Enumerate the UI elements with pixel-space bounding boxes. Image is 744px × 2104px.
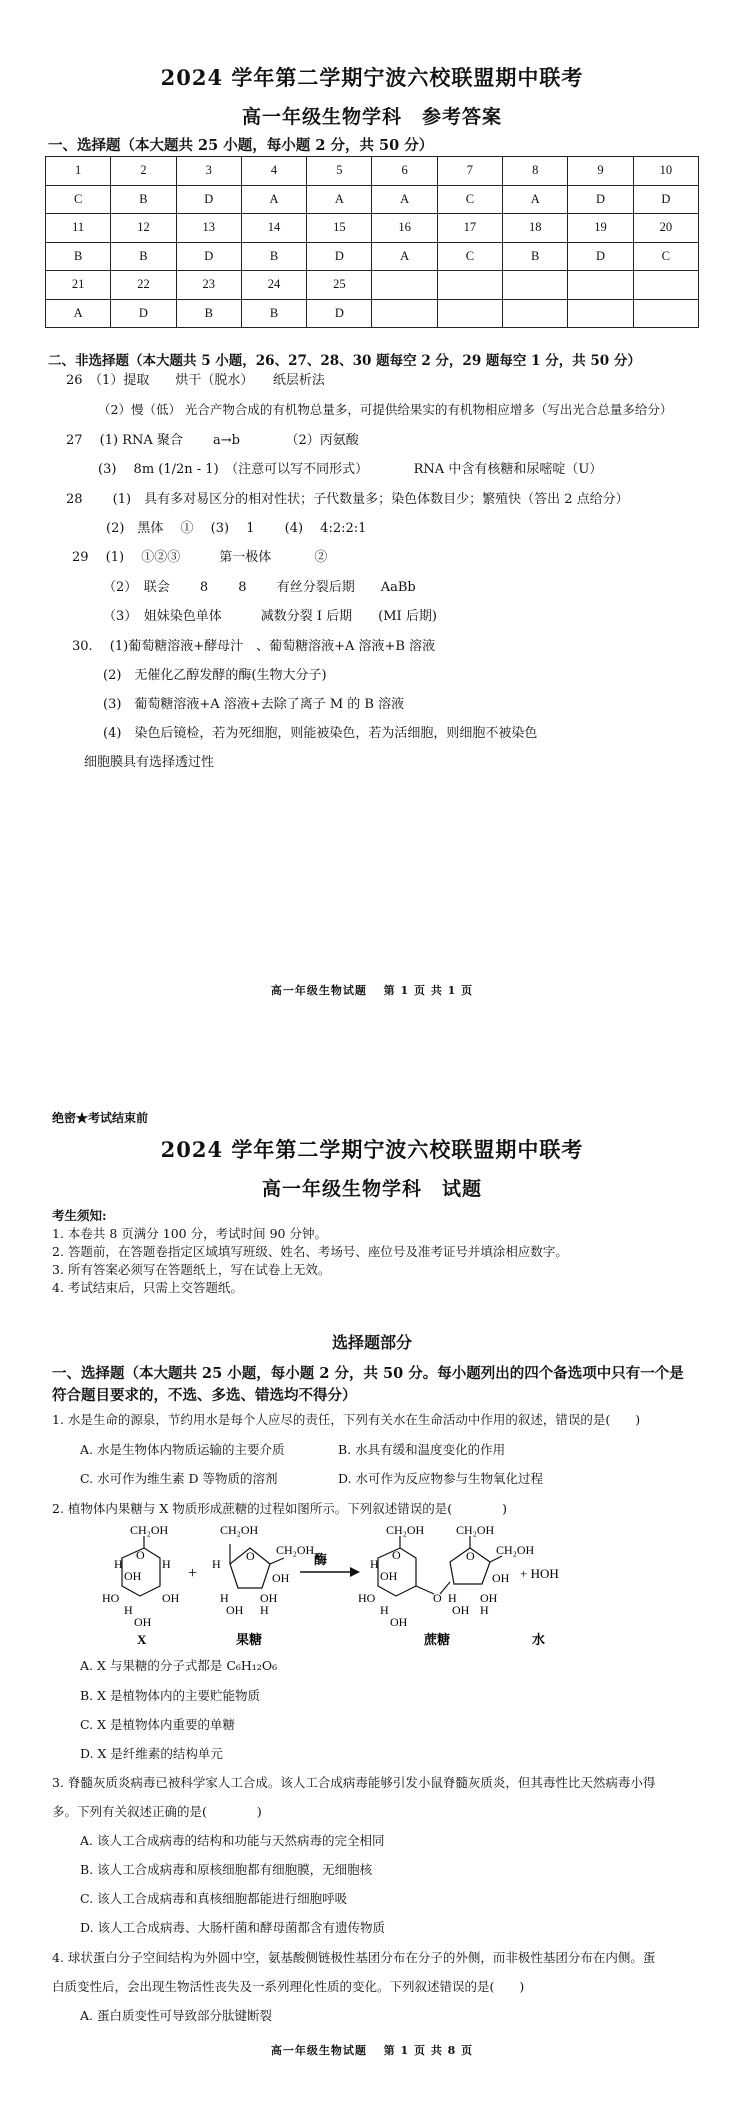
glucose-ring-structure — [122, 1536, 160, 1596]
plus-sign: + — [188, 1565, 198, 1582]
reaction-arrowhead — [350, 1567, 360, 1577]
answer-cell: B — [241, 299, 306, 328]
label-sucrose: 蔗糖 — [424, 1632, 451, 1647]
q1-stem: 1. 水是生命的源泉，节约用水是每个人应尽的责任，下列有关水在生命活动中作用的叙述，错误的是( ) — [52, 1412, 641, 1427]
fructose-ring-o: O — [246, 1549, 255, 1563]
q2-option-b: B. X 是植物体内的主要贮能物质 — [80, 1688, 261, 1703]
q2-option-d: D. X 是纤维素的结构单元 — [80, 1746, 223, 1761]
question-number-cell — [437, 271, 502, 300]
section-heading-nonchoice: 二、非选择题（本大题共 5 小题，26、27、28、30 题每空 2 分，29 题每空 1 分，共 50 分） — [48, 353, 641, 369]
q1-option-b: B. 水具有缓和温度变化的作用 — [338, 1442, 506, 1457]
answer-line-30-5: 细胞膜具有选择透过性 — [84, 755, 215, 770]
x-h2: H — [162, 1557, 171, 1571]
answer-cell: A — [372, 185, 437, 214]
answer-line-30-1: 30. (1)葡萄糖溶液+酵母汁 、葡萄糖溶液+A 溶液+B 溶液 — [72, 639, 436, 654]
answer-cell: D — [307, 242, 372, 271]
question-number-cell: 21 — [46, 271, 111, 300]
sucrose-oh4: OH — [452, 1603, 470, 1617]
page-title: 2024 学年第二学期宁波六校联盟期中联考 — [160, 1137, 584, 1162]
answer-line-29-2: （2） 联会 8 8 有丝分裂后期 AaBb — [103, 580, 416, 595]
q4-stem-line2: 白质变性后，会出现生物活性丧失及一系列理化性质的变化。下列叙述错误的是( ) — [52, 1979, 525, 1994]
q3-stem-line2: 多。下列有关叙述正确的是( ) — [52, 1804, 262, 1819]
answer-row — [46, 299, 699, 328]
q3-option-a: A. 该人工合成病毒的结构和功能与天然病毒的完全相同 — [80, 1833, 385, 1848]
x-h1: H — [114, 1557, 123, 1571]
sucrose-h1: H — [370, 1557, 379, 1571]
q4-stem-line1: 4. 球状蛋白分子空间结构为外圆中空，氨基酸侧链极性基团分布在分子的外侧，而非极性基团分布在内侧。蛋 — [52, 1950, 656, 1965]
fructose-h1: H — [212, 1557, 221, 1571]
answer-row — [46, 242, 699, 271]
question-number-cell: 20 — [633, 214, 698, 243]
answer-cell: D — [568, 185, 633, 214]
question-number-cell: 9 — [568, 157, 633, 186]
page-footer: 高一年级生物试题 第 1 页 共 8 页 — [270, 2044, 474, 2057]
question-number-cell — [503, 271, 568, 300]
exam-page — [0, 1100, 744, 2104]
q2-option-c: C. X 是植物体内重要的单糖 — [80, 1717, 235, 1732]
notice-4: 4. 考试结束后，只需上交答题纸。 — [52, 1280, 243, 1295]
answer-cell: B — [111, 185, 176, 214]
sucrose-ch2oh-2: CH₂OH — [456, 1523, 495, 1537]
sucrose-ch2oh-3: CH₂OH — [496, 1543, 535, 1557]
answer-cell — [633, 299, 698, 328]
x-oh2: OH — [162, 1591, 180, 1605]
q2-stem: 2. 植物体内果糖与 X 物质形成蔗糖的过程如图所示。下列叙述错误的是( ) — [52, 1501, 508, 1516]
sucrose-oh3: OH — [492, 1571, 510, 1585]
question-number-cell: 10 — [633, 157, 698, 186]
question-number-cell — [372, 271, 437, 300]
answer-cell: C — [437, 242, 502, 271]
section-heading-a: 一、选择题（本大题共 25 小题，每小题 2 分，共 50 分。每小题列出的四个备选项中只有一个是 — [52, 1365, 684, 1382]
answer-row — [46, 185, 699, 214]
fructose-oh1: OH — [272, 1571, 290, 1585]
notice-2: 2. 答题前，在答题卷指定区域填写班级、姓名、考场号、座位号及准考证号并填涂相应数字。 — [52, 1244, 568, 1259]
q1-option-c: C. 水可作为维生素 D 等物质的溶剂 — [80, 1471, 278, 1486]
part-heading: 选择题部分 — [331, 1333, 412, 1352]
label-water: 水 — [532, 1632, 546, 1647]
question-number-cell: 12 — [111, 214, 176, 243]
q4-option-a: A. 蛋白质变性可导致部分肽键断裂 — [80, 2008, 272, 2023]
sucrose-ho: HO — [358, 1591, 376, 1605]
answer-cell: D — [568, 242, 633, 271]
page-subtitle: 高一年级生物学科 参考答案 — [241, 106, 502, 128]
answer-cell: B — [176, 299, 241, 328]
x-oh3: OH — [134, 1615, 152, 1629]
question-number-row — [46, 214, 699, 243]
question-number-cell: 11 — [46, 214, 111, 243]
answer-cell: A — [46, 299, 111, 328]
answer-line-27-3: (3) 8m (1/2n - 1) （注意可以写不同形式） RNA 中含有核糖和尿嘧啶（U） — [98, 462, 603, 477]
question-number-cell: 3 — [176, 157, 241, 186]
section-heading-b: 符合题目要求的，不选、多选、错选均不得分） — [52, 1387, 357, 1404]
notice-3: 3. 所有答案必须写在答题纸上，写在试卷上无效。 — [52, 1262, 331, 1277]
answer-cell — [503, 299, 568, 328]
fructose-h2: H — [220, 1591, 229, 1605]
q1-option-d: D. 水可作为反应物参与生物氧化过程 — [338, 1471, 544, 1486]
question-number-cell: 24 — [241, 271, 306, 300]
question-number-cell: 16 — [372, 214, 437, 243]
answer-line-27-1: 27 (1) RNA 聚合 a→b （2）丙氨酸 — [66, 433, 359, 448]
question-number-cell: 1 — [46, 157, 111, 186]
answer-cell: A — [503, 185, 568, 214]
q3-option-b: B. 该人工合成病毒和原核细胞都有细胞膜，无细胞核 — [80, 1862, 373, 1877]
question-number-cell: 15 — [307, 214, 372, 243]
question-number-cell — [568, 271, 633, 300]
x-oh1: OH — [124, 1569, 142, 1583]
fructose-h3: H — [260, 1603, 269, 1617]
answer-cell: C — [46, 185, 111, 214]
answer-cell: D — [176, 185, 241, 214]
secret-label: 绝密★考试结束前 — [52, 1111, 149, 1125]
fructose-ch2oh-1: CH₂OH — [220, 1523, 259, 1537]
answer-cell: B — [241, 242, 306, 271]
question-number-row — [46, 157, 699, 186]
answer-table — [45, 156, 699, 328]
answer-cell: D — [633, 185, 698, 214]
answer-cell: B — [503, 242, 568, 271]
question-number-cell: 6 — [372, 157, 437, 186]
page-subtitle: 高一年级生物学科 试题 — [261, 1178, 482, 1200]
answer-cell — [437, 299, 502, 328]
question-number-cell: 22 — [111, 271, 176, 300]
sucrose-ch2oh-1: CH₂OH — [386, 1523, 425, 1537]
sucrose-h3: H — [448, 1591, 457, 1605]
answer-cell: A — [372, 242, 437, 271]
answer-line-26-1: 26 （1）提取 烘干（脱水） 纸层析法 — [66, 373, 325, 388]
notice-heading: 考生须知: — [52, 1208, 107, 1223]
label-fructose: 果糖 — [236, 1632, 263, 1647]
notice-1: 1. 本卷共 8 页满分 100 分，考试时间 90 分钟。 — [52, 1226, 327, 1241]
section-heading-choice: 一、选择题（本大题共 25 小题，每小题 2 分，共 50 分） — [48, 137, 434, 154]
answer-cell: B — [46, 242, 111, 271]
question-number-cell: 8 — [503, 157, 568, 186]
answer-cell: C — [633, 242, 698, 271]
sucrose-formation-diagram — [100, 1522, 570, 1647]
answer-line-29-1: 29 (1) ①②③ 第一极体 ② — [72, 550, 328, 565]
sucrose-oh5: OH — [480, 1591, 498, 1605]
q1-option-a: A. 水是生物体内物质运输的主要介质 — [80, 1442, 285, 1457]
answer-cell — [568, 299, 633, 328]
answer-line-28-1: 28 (1) 具有多对易区分的相对性状；子代数量多；染色体数目少；繁殖快（答出 2 点给分） — [66, 492, 629, 507]
question-number-cell: 23 — [176, 271, 241, 300]
sucrose-structure — [378, 1536, 502, 1596]
q2-option-a: A. X 与果糖的分子式都是 C₆H₁₂O₆ — [80, 1658, 278, 1673]
x-h3: H — [124, 1603, 133, 1617]
sucrose-oh2: OH — [390, 1615, 408, 1629]
plus-hoh: + HOH — [520, 1566, 559, 1581]
q3-option-c: C. 该人工合成病毒和真核细胞都能进行细胞呼吸 — [80, 1891, 348, 1906]
question-number-cell: 25 — [307, 271, 372, 300]
answer-cell — [372, 299, 437, 328]
question-number-cell: 18 — [503, 214, 568, 243]
question-number-cell: 4 — [241, 157, 306, 186]
answer-line-30-4: (4) 染色后镜检，若为死细胞，则能被染色，若为活细胞，则细胞不被染色 — [103, 726, 538, 741]
page-footer: 高一年级生物试题 第 1 页 共 1 页 — [270, 984, 474, 997]
question-number-cell: 13 — [176, 214, 241, 243]
sucrose-h4: H — [480, 1603, 489, 1617]
sucrose-ring-o-2: O — [466, 1549, 475, 1563]
q3-stem-line1: 3. 脊髓灰质炎病毒已被科学家人工合成。该人工合成病毒能够引发小鼠脊髓灰质炎，但其毒性比天然病毒小得 — [52, 1775, 656, 1790]
question-number-cell: 2 — [111, 157, 176, 186]
answer-cell: D — [176, 242, 241, 271]
answer-line-30-3: (3) 葡萄糖溶液+A 溶液+去除了离子 M 的 B 溶液 — [103, 697, 405, 712]
question-number-cell: 14 — [241, 214, 306, 243]
q3-option-d: D. 该人工合成病毒、大肠杆菌和酵母菌都含有遗传物质 — [80, 1920, 386, 1935]
answer-page — [0, 0, 744, 1040]
answer-cell: B — [111, 242, 176, 271]
answer-cell: A — [241, 185, 306, 214]
fructose-ch2oh-2: CH₂OH — [276, 1543, 315, 1557]
sucrose-bridge-o: O — [433, 1591, 442, 1605]
question-number-cell — [633, 271, 698, 300]
question-number-cell: 17 — [437, 214, 502, 243]
question-number-cell: 19 — [568, 214, 633, 243]
answer-cell: D — [111, 299, 176, 328]
question-number-cell: 7 — [437, 157, 502, 186]
answer-line-26-2: （2）慢（低） 光合产物合成的有机物总量多，可提供给果实的有机物相应增多（写出光合总量多给分） — [98, 402, 673, 417]
answer-cell: C — [437, 185, 502, 214]
answer-line-30-2: (2) 无催化乙醇发酵的酶(生物大分子) — [103, 668, 327, 683]
answer-cell: D — [307, 299, 372, 328]
question-number-row — [46, 271, 699, 300]
answer-line-29-3: （3） 姐妹染色单体 减数分裂 Ⅰ 后期 (MⅠ 后期) — [103, 609, 437, 624]
fructose-oh3: OH — [260, 1591, 278, 1605]
x-ring-o: O — [136, 1548, 145, 1562]
answer-line-28-2: (2) 黑体 ① (3) 1 (4) 4:2:2:1 — [106, 521, 367, 536]
question-number-cell: 5 — [307, 157, 372, 186]
x-ch2oh: CH₂OH — [130, 1523, 169, 1537]
x-ho: HO — [102, 1591, 120, 1605]
page-title: 2024 学年第二学期宁波六校联盟期中联考 — [160, 65, 584, 90]
sucrose-ring-o-1: O — [392, 1548, 401, 1562]
fructose-oh2: OH — [226, 1603, 244, 1617]
answer-cell: A — [307, 185, 372, 214]
sucrose-h2: H — [380, 1603, 389, 1617]
sucrose-oh1: OH — [380, 1569, 398, 1583]
label-x: X — [137, 1632, 147, 1647]
enzyme-label: 酶 — [314, 1552, 328, 1567]
